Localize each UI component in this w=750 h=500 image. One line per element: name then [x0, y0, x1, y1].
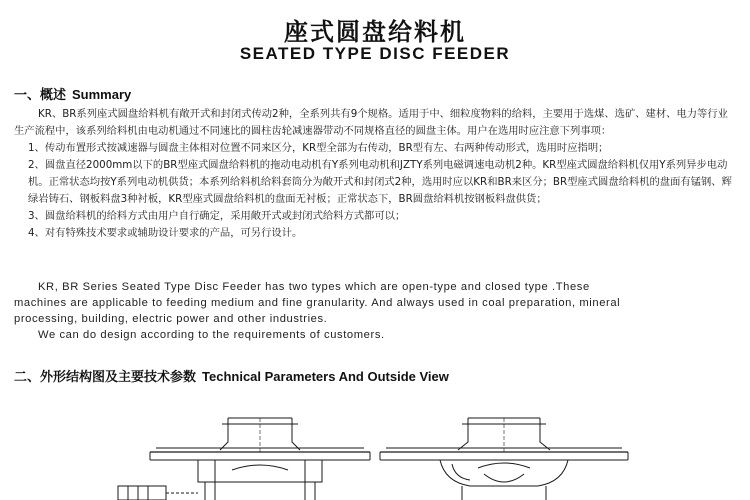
summary-en-line-1: KR, BR Series Seated Type Disc Feeder has two types which are open-type and closed type .These	[38, 281, 590, 293]
summary-intro: KR、BR系列座式圆盘给料机有敞开式和封闭式传动2种，全系列共有9个规格。适用于中、细粒度物料的给料，主要用于选煤、选矿、建材、电力等行业生产流程中，该系列给料机由电动机通过不同速比的圆柱齿轮减速器带动不同规格直径的圆盘主体。用户在选用时应注意下列事项：	[14, 108, 728, 137]
technical-heading-en: Technical Parameters And Outside View	[202, 369, 449, 384]
summary-note-4: 4、对有特殊技术要求或辅助设计要求的产品，可另行设计。	[28, 227, 303, 239]
left-view-motor	[118, 486, 198, 500]
page-title-cn: 座式圆盘给料机	[284, 18, 466, 46]
summary-heading-cn: 一、概述	[14, 88, 67, 103]
right-view-disc	[380, 418, 628, 460]
summary-cn-text	[14, 106, 738, 242]
technical-heading-cn: 二、外形结构图及主要技术参数	[14, 370, 197, 385]
summary-note-2: 2、圆盘直径2000mm以下的BR型座式圆盘给料机的拖动电动机有Y系列电动机和JZTY系列电磁调速电动机2种。KR型座式圆盘给料机仅用Y系列异步电动机。正常状态均按Y系列电动机供货；本系列给料机给料套筒分为敞开式和封闭式2种，选用时应以KR和BR来区分；BR型座式圆盘给料机的盘面有锰钢、辉绿岩铸石、钢板料盘3种衬板，KR型座式圆盘给料机的盘面无衬板；正常状态下，BR圆盘给料机按钢板料盘供货；	[28, 159, 732, 205]
left-view-disc	[150, 418, 370, 460]
right-view-base	[440, 460, 568, 500]
summary-en-line-4: We can do design according to the requirements of customers.	[38, 329, 385, 341]
summary-note-3: 3、圆盘给料机的给料方式由用户自行确定，采用敞开式或封闭式给料方式都可以；	[28, 210, 406, 222]
summary-en-line-2: machines are applicable to feeding medium and fine granularity. And always used in coal preparation, mineral	[14, 297, 621, 309]
summary-heading-en: Summary	[72, 87, 132, 102]
page-title-en: SEATED TYPE DISC FEEDER	[239, 44, 511, 63]
feeder-outline-drawing	[0, 390, 750, 500]
summary-note-1: 1、传动布置形式按减速器与圆盘主体相对位置不同来区分，KR型全部为右传动，BR型有左、右两种传动形式，选用时应指明；	[28, 142, 609, 154]
left-view-base	[198, 460, 322, 500]
summary-en-line-3: processing, building, electric power and other industries.	[14, 313, 328, 325]
section-heading-summary	[14, 84, 131, 103]
summary-en-text	[14, 279, 738, 343]
section-heading-technical	[14, 366, 449, 385]
